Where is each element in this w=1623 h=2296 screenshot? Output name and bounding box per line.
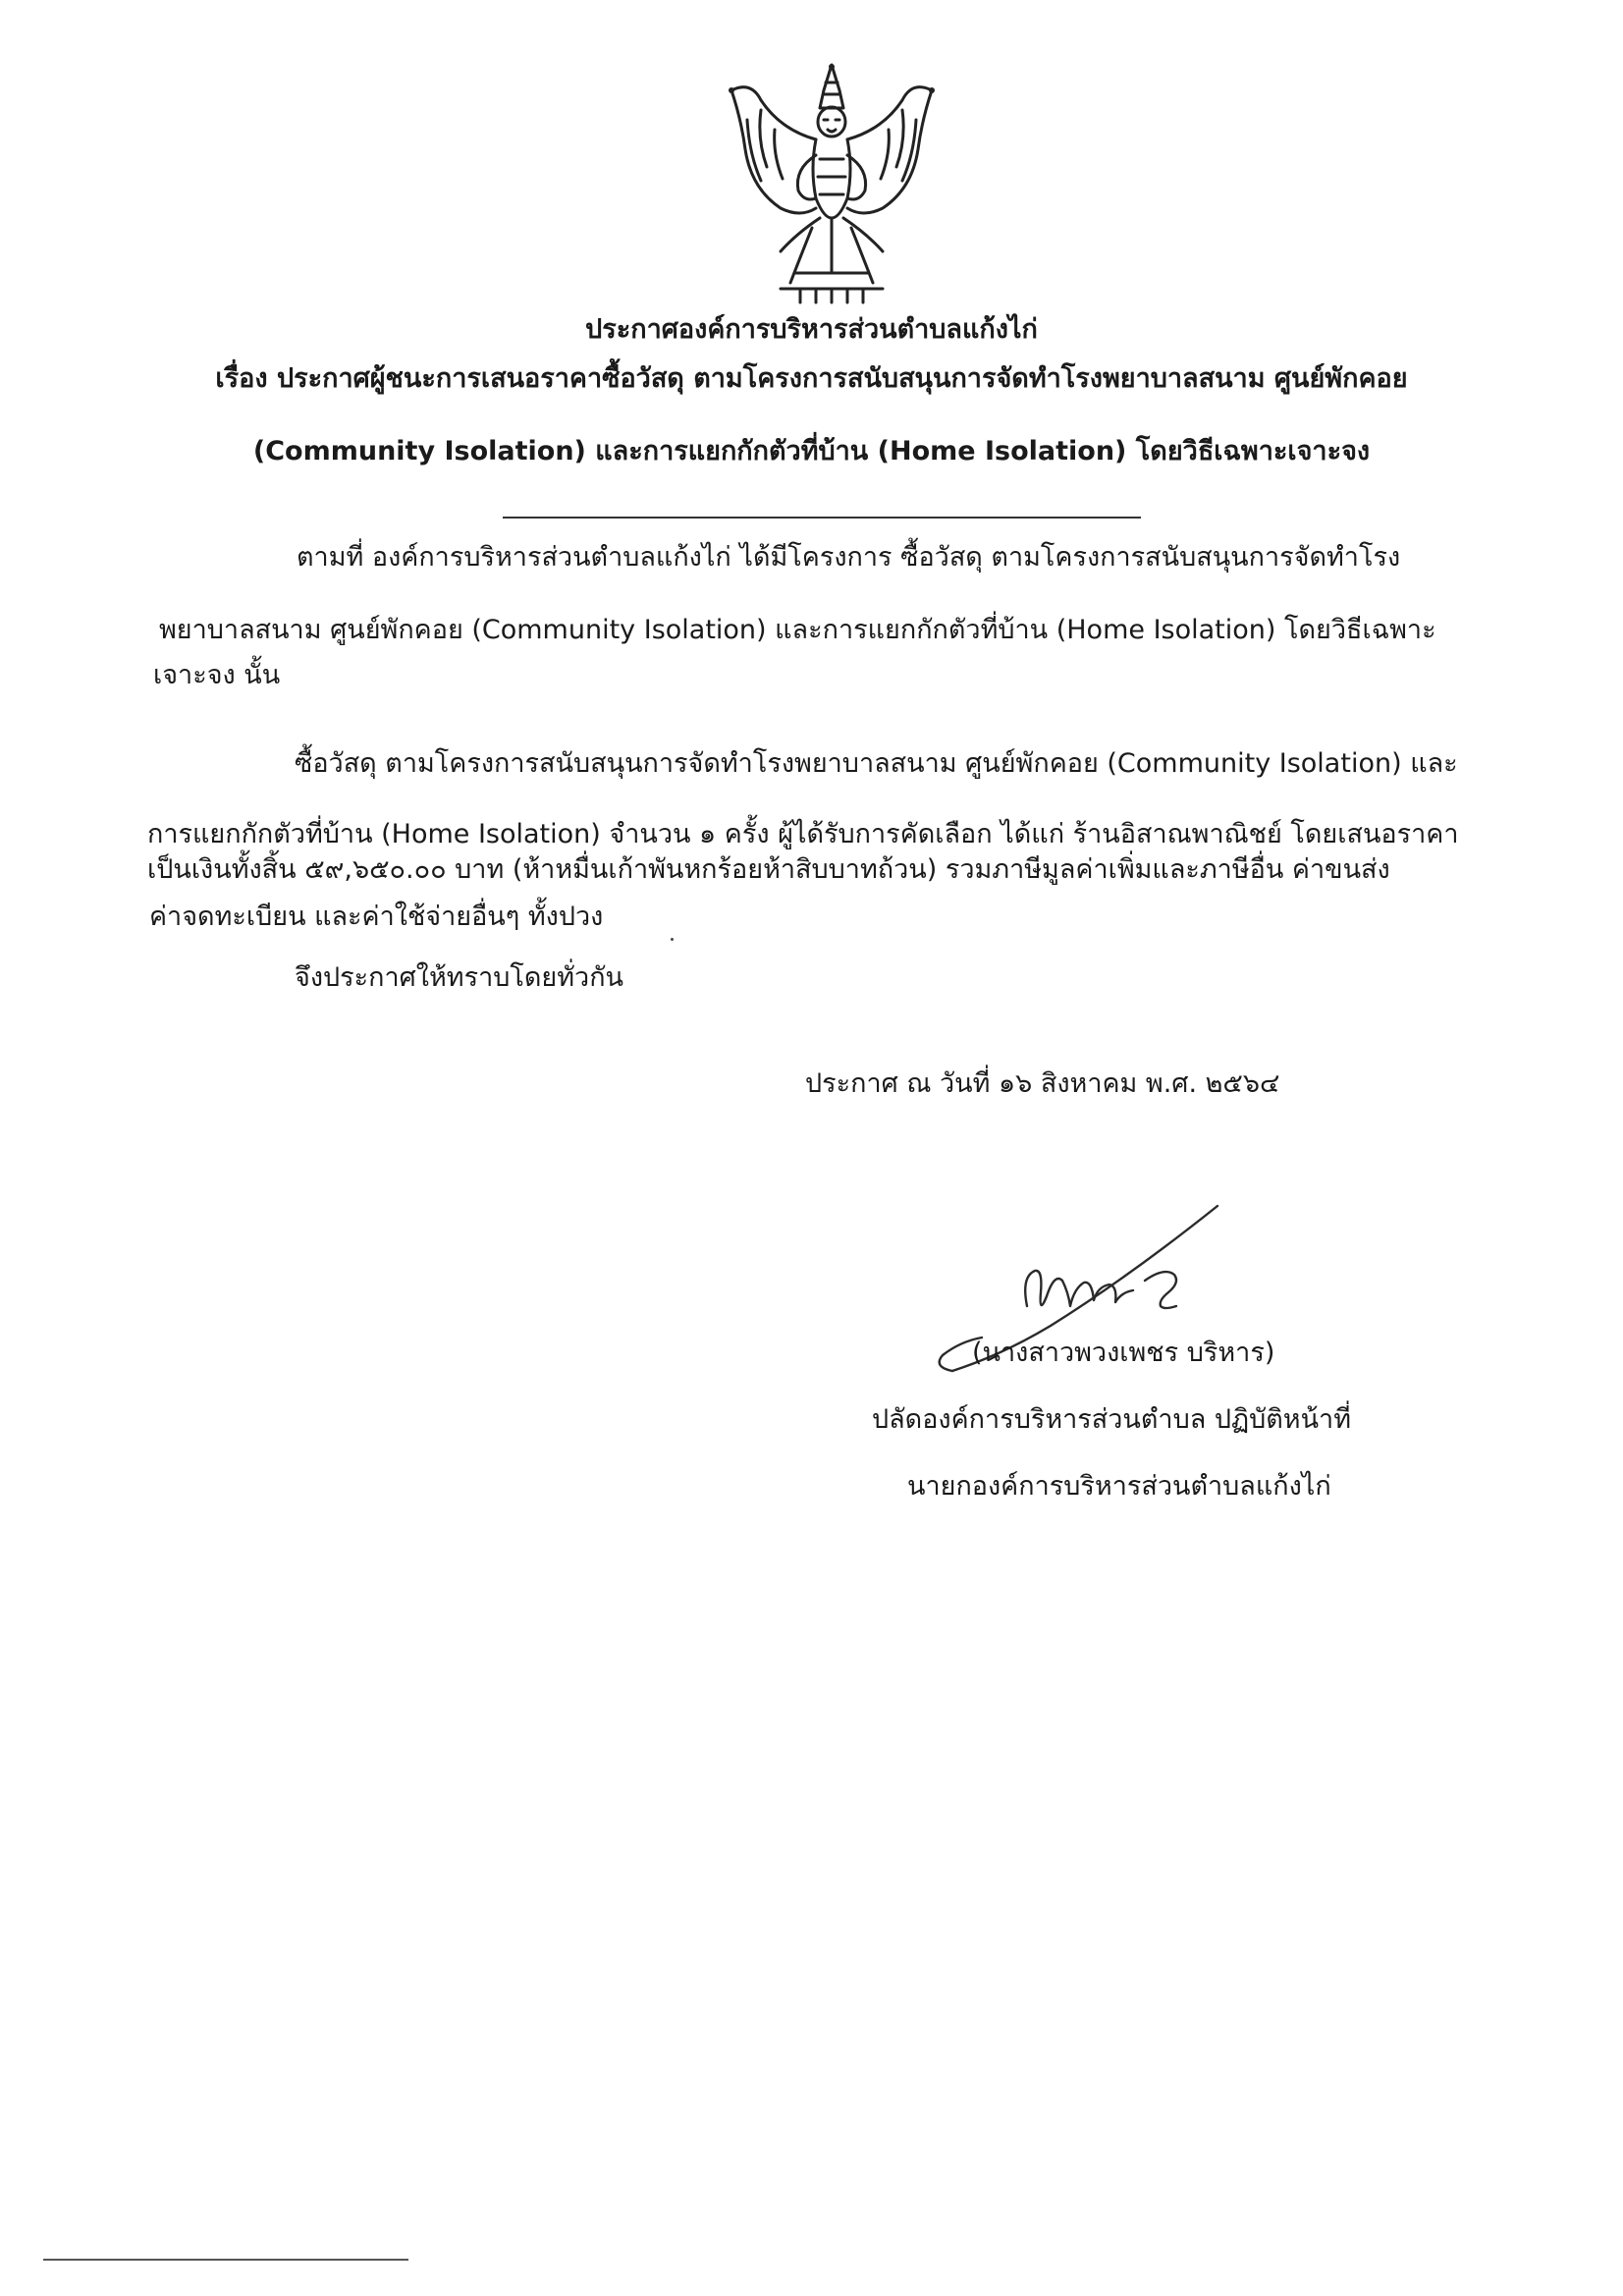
signatory-name: (นางสาวพวงเพชร บริหาร) bbox=[972, 1338, 1275, 1368]
paragraph1-line2: พยาบาลสนาม ศูนย์พักคอย (Community Isolation) และการแยกกักตัวที่บ้าน (Home Isolation) โดยวิธีเฉพาะ bbox=[159, 615, 1436, 645]
paragraph2-line2: การแยกกักตัวที่บ้าน (Home Isolation) จำนวน ๑ ครั้ง ผู้ได้รับการคัดเลือก ได้แก่ ร้านอิสาณพาณิชย์ โดยเสนอราคา bbox=[147, 819, 1459, 849]
paragraph1-line3: เจาะจง นั้น bbox=[153, 660, 281, 690]
paragraph2-line3: เป็นเงินทั้งสิ้น ๕๙,๖๕๐.๐๐ บาท (ห้าหมื่นเก้าพันหกร้อยห้าสิบบาทถ้วน) รวมภาษีมูลค่าเพิ่มและภาษีอื่น ค่าขนส่ง bbox=[147, 854, 1390, 885]
subject-line-2: (Community Isolation) และการแยกกักตัวที่บ้าน (Home Isolation) โดยวิธีเฉพาะเจาะจง bbox=[252, 436, 1371, 466]
announcement-title: ประกาศองค์การบริหารส่วนตำบลแก้งไก่ bbox=[585, 314, 1038, 345]
header-divider bbox=[503, 517, 1141, 519]
signatory-position-1: ปลัดองค์การบริหารส่วนตำบล ปฏิบัติหน้าที่ bbox=[872, 1404, 1352, 1435]
paragraph2-line1: ซื้อวัสดุ ตามโครงการสนับสนุนการจัดทำโรงพยาบาลสนาม ศูนย์พักคอย (Community Isolation) และ bbox=[295, 748, 1458, 779]
scan-speck bbox=[671, 938, 674, 941]
signatory-position-2: นายกองค์การบริหารส่วนตำบลแก้งไก่ bbox=[907, 1471, 1331, 1502]
garuda-emblem-icon bbox=[722, 61, 943, 306]
closing-line: จึงประกาศให้ทราบโดยทั่วกัน bbox=[295, 962, 623, 993]
footer-line bbox=[43, 2259, 408, 2261]
date-line: ประกาศ ณ วันที่ ๑๖ สิงหาคม พ.ศ. ๒๕๖๔ bbox=[805, 1068, 1280, 1099]
paragraph2-line4: ค่าจดทะเบียน และค่าใช้จ่ายอื่นๆ ทั้งปวง bbox=[149, 902, 604, 932]
subject-line-1: เรื่อง ประกาศผู้ชนะการเสนอราคาซื้อวัสดุ ตามโครงการสนับสนุนการจัดทำโรงพยาบาลสนาม ศูนย์พักคอย bbox=[215, 363, 1408, 394]
paragraph1-line1: ตามที่ องค์การบริหารส่วนตำบลแก้งไก่ ได้มีโครงการ ซื้อวัสดุ ตามโครงการสนับสนุนการจัดทำโรง bbox=[297, 542, 1401, 573]
